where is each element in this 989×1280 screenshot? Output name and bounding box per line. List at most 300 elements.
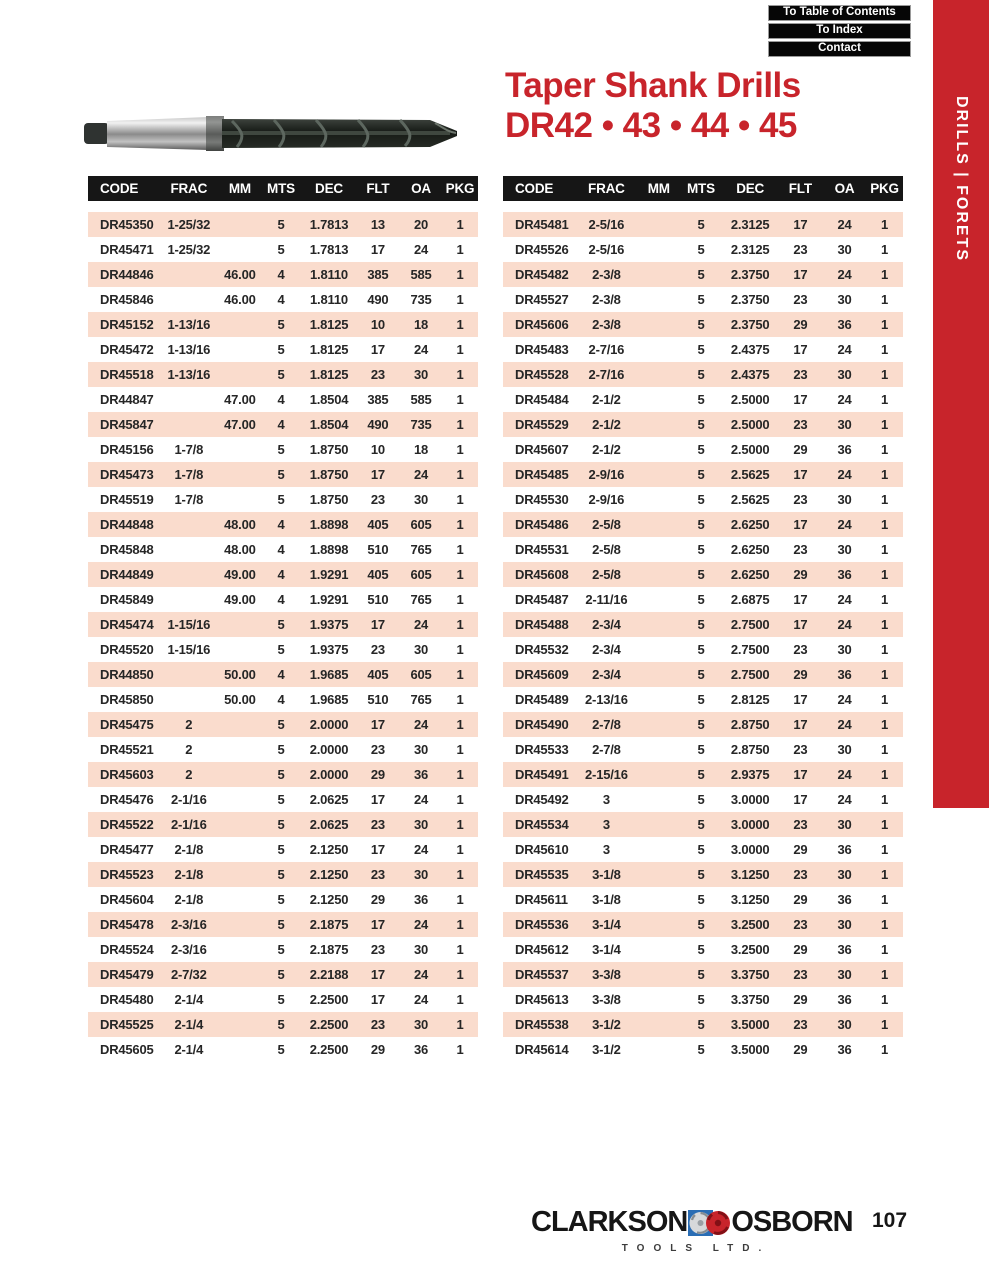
table-cell: 5 (277, 217, 285, 232)
table-cell: 30 (837, 242, 852, 257)
table-cell: 17 (370, 242, 385, 257)
table-cell: 1 (456, 692, 464, 707)
page-title-line2: DR42 • 43 • 44 • 45 (505, 106, 797, 145)
table-cell: 17 (370, 467, 385, 482)
table-cell: 1 (456, 1042, 464, 1057)
table-cell: 1 (881, 817, 889, 832)
table-row (503, 987, 903, 1012)
table-cell: 2 (185, 742, 193, 757)
brand-word-clarkson: CLARKSON (531, 1206, 688, 1238)
table-cell: 3.0000 (730, 842, 770, 857)
table-row (503, 237, 903, 262)
table-cell: 5 (277, 317, 285, 332)
to-table-of-contents-button[interactable]: To Table of Contents (768, 5, 911, 21)
table-cell: 1 (456, 342, 464, 357)
table-cell: 3.0000 (730, 792, 770, 807)
table-cell: 2.3125 (730, 242, 770, 257)
table-cell: 17 (370, 967, 385, 982)
table-cell: 24 (413, 242, 429, 257)
table-cell: 4 (277, 567, 285, 582)
table-cell: 23 (370, 817, 385, 832)
table-cell: 29 (793, 442, 808, 457)
table-cell: 1 (456, 517, 464, 532)
table-cell: 1 (881, 492, 889, 507)
table-cell: 2.2500 (309, 1042, 349, 1057)
table-cell: 5 (697, 842, 705, 857)
table-cell: 1-25/32 (167, 242, 211, 257)
table-cell: 2.4375 (730, 342, 770, 357)
table-cell: 1 (456, 642, 464, 657)
table-row (503, 462, 903, 487)
table-row (503, 687, 903, 712)
table-cell: 5 (277, 492, 285, 507)
table-cell: 5 (697, 917, 705, 932)
column-header-mm: MM (228, 181, 251, 196)
table-cell: 1 (881, 242, 889, 257)
table-row (88, 212, 478, 237)
table-row (503, 587, 903, 612)
table-cell: 585 (410, 392, 432, 407)
table-cell: 47.00 (224, 392, 256, 407)
table-cell: 385 (367, 392, 389, 407)
table-row (88, 737, 478, 762)
table-cell: 2-1/8 (174, 842, 204, 857)
table-cell: 1.8898 (309, 542, 349, 557)
table-cell: 24 (413, 917, 429, 932)
table-cell: 1 (881, 317, 889, 332)
table-row (503, 212, 903, 237)
table-row (88, 512, 478, 537)
table-cell: 3.3750 (730, 992, 770, 1007)
table-cell: 5 (697, 342, 705, 357)
table-cell: 5 (277, 942, 285, 957)
table-cell: 5 (697, 1017, 705, 1032)
table-row (88, 237, 478, 262)
table-cell: 1 (881, 417, 889, 432)
table-cell: 1 (881, 717, 889, 732)
table-cell: 17 (370, 617, 385, 632)
table-cell: 29 (793, 892, 808, 907)
table-row (503, 412, 903, 437)
table-cell: 1.7813 (309, 242, 349, 257)
table-row (88, 837, 478, 862)
table-cell: 5 (697, 992, 705, 1007)
table-cell: 4 (277, 542, 285, 557)
table-cell: DR45537 (515, 967, 569, 982)
table-cell: 1 (881, 617, 889, 632)
table-cell: 2-1/2 (592, 392, 621, 407)
table-cell: 4 (277, 292, 285, 307)
table-cell: DR45521 (100, 742, 154, 757)
table-cell: 1 (456, 367, 464, 382)
table-cell: DR45473 (100, 467, 154, 482)
table-cell: 23 (370, 742, 385, 757)
table-row (88, 637, 478, 662)
table-cell: DR45485 (515, 467, 569, 482)
table-row (88, 662, 478, 687)
table-cell: 1 (456, 267, 464, 282)
table-cell: 1 (881, 742, 889, 757)
table-cell: 2.5625 (730, 467, 770, 482)
table-cell: DR45481 (515, 217, 569, 232)
table-cell: 1 (881, 1042, 889, 1057)
table-row (503, 487, 903, 512)
table-cell: 24 (837, 342, 852, 357)
table-cell: 1.9685 (309, 692, 349, 707)
table-row (88, 1037, 478, 1062)
table-cell: 2.8750 (730, 742, 770, 757)
column-header-oa: OA (411, 181, 431, 196)
table-cell: 2.1250 (309, 842, 349, 857)
table-cell: 30 (837, 492, 852, 507)
table-cell: 24 (837, 767, 852, 782)
table-cell: 5 (697, 392, 705, 407)
table-cell: 5 (697, 1042, 705, 1057)
table-cell: 3-1/2 (592, 1042, 621, 1057)
table-cell: 2.0000 (309, 717, 349, 732)
table-cell: 18 (413, 442, 429, 457)
table-cell: 23 (793, 867, 808, 882)
table-cell: 3-3/8 (592, 967, 621, 982)
table-cell: 1 (456, 592, 464, 607)
table-cell: 2-5/8 (592, 567, 621, 582)
table-cell: 1-13/16 (167, 367, 211, 382)
table-cell: DR45603 (100, 767, 154, 782)
table-cell: 2-7/16 (588, 367, 625, 382)
table-cell: 2-5/8 (592, 517, 621, 532)
table-cell: 2.1250 (309, 867, 349, 882)
table-cell: 1 (456, 417, 464, 432)
table-cell: 29 (370, 892, 385, 907)
table-cell: 3 (602, 792, 610, 807)
table-row (88, 762, 478, 787)
table-cell: 23 (793, 742, 808, 757)
table-cell: 1.8750 (309, 492, 349, 507)
table-cell: 1-13/16 (167, 317, 211, 332)
table-cell: 1-7/8 (174, 467, 204, 482)
table-cell: 24 (837, 792, 852, 807)
table-cell: 765 (410, 692, 432, 707)
table-cell: 1.8125 (309, 317, 349, 332)
table-cell: 29 (793, 317, 808, 332)
table-cell: 1.9685 (309, 667, 349, 682)
table-cell: 24 (413, 992, 429, 1007)
table-cell: 2-1/2 (592, 442, 621, 457)
table-cell: 1 (456, 542, 464, 557)
table-cell: 1-15/16 (167, 617, 211, 632)
table-cell: 1.8110 (310, 267, 348, 282)
table-row (88, 712, 478, 737)
table-cell: DR45482 (515, 267, 569, 282)
column-header-frac: FRAC (170, 181, 208, 196)
table-cell: 49.00 (224, 567, 256, 582)
table-cell: 5 (697, 717, 705, 732)
table-cell: 17 (793, 467, 808, 482)
table-row (88, 562, 478, 587)
table-cell: DR45605 (100, 1042, 154, 1057)
table-cell: DR45850 (100, 692, 154, 707)
section-side-tab (933, 0, 989, 808)
quick-nav (768, 5, 911, 59)
table-cell: 3 (602, 842, 610, 857)
table-cell: 605 (410, 667, 432, 682)
table-cell: 30 (413, 492, 429, 507)
table-cell: 1.7813 (309, 217, 349, 232)
table-cell: 2-1/16 (170, 817, 207, 832)
table-cell: 1 (456, 392, 464, 407)
table-cell: 1.8125 (309, 342, 349, 357)
table-row (88, 262, 478, 287)
table-row (503, 937, 903, 962)
table-cell: 24 (837, 692, 852, 707)
table-cell: 2-7/16 (588, 342, 625, 357)
table-cell: 2-1/2 (592, 417, 621, 432)
table-cell: DR45477 (100, 842, 154, 857)
table-row (503, 1012, 903, 1037)
table-row (88, 912, 478, 937)
table-cell: 1.8750 (309, 467, 349, 482)
table-cell: 5 (697, 967, 705, 982)
table-cell: 17 (370, 792, 385, 807)
column-header-mts: MTS (687, 181, 715, 196)
table-cell: 1 (456, 792, 464, 807)
table-cell: DR45484 (515, 392, 569, 407)
table-cell: 1 (456, 242, 464, 257)
table-cell: DR45848 (100, 542, 154, 557)
table-cell: 17 (793, 392, 808, 407)
table-row (88, 362, 478, 387)
table-cell: 1 (881, 567, 889, 582)
table-cell: 49.00 (224, 592, 256, 607)
table-cell: 2-9/16 (588, 492, 625, 507)
table-row (88, 612, 478, 637)
table-cell: 1 (456, 817, 464, 832)
table-cell: 29 (793, 992, 808, 1007)
table-cell: 5 (277, 842, 285, 857)
table-cell: 1 (881, 1017, 889, 1032)
to-index-button[interactable]: To Index (768, 23, 911, 39)
table-row (88, 862, 478, 887)
table-cell: DR45476 (100, 792, 154, 807)
table-cell: 29 (370, 767, 385, 782)
table-cell: 5 (697, 217, 705, 232)
table-cell: DR45492 (515, 792, 569, 807)
table-cell: 2-3/8 (592, 317, 621, 332)
table-cell: 23 (793, 367, 808, 382)
table-cell: 17 (793, 342, 808, 357)
table-cell: 5 (697, 442, 705, 457)
table-cell: 5 (697, 517, 705, 532)
table-cell: 5 (697, 467, 705, 482)
column-header-code: CODE (515, 181, 554, 196)
table-cell: 510 (367, 692, 389, 707)
table-cell: 24 (413, 617, 429, 632)
table-cell: 5 (277, 642, 285, 657)
table-cell: 2.7500 (730, 667, 770, 682)
table-row (88, 387, 478, 412)
table-cell: 765 (410, 542, 432, 557)
table-cell: 405 (367, 517, 389, 532)
table-cell: 29 (370, 1042, 385, 1057)
table-cell: 1-7/8 (174, 492, 204, 507)
table-cell: 1 (456, 717, 464, 732)
table-cell: 50.00 (224, 667, 256, 682)
table-cell: 2-3/4 (592, 617, 621, 632)
table-cell: DR45533 (515, 742, 569, 757)
table-cell: 3.2500 (730, 917, 770, 932)
table-cell: 605 (410, 517, 432, 532)
table-cell: 30 (413, 742, 429, 757)
table-cell: DR45610 (515, 842, 569, 857)
table-row (88, 962, 478, 987)
table-cell: DR45491 (515, 767, 569, 782)
table-cell: 30 (837, 1017, 852, 1032)
table-cell: 23 (793, 917, 808, 932)
table-cell: 1-13/16 (167, 342, 211, 357)
table-cell: 4 (277, 392, 285, 407)
table-cell: 1 (456, 617, 464, 632)
table-cell: 5 (697, 567, 705, 582)
table-cell: DR45613 (515, 992, 569, 1007)
page-title (505, 66, 801, 146)
table-cell: 2-1/4 (174, 1042, 204, 1057)
table-header (503, 176, 903, 201)
table-cell: 36 (413, 892, 429, 907)
table-cell: 5 (697, 817, 705, 832)
table-cell: 2.2188 (309, 967, 349, 982)
table-cell: 2-3/4 (592, 667, 621, 682)
table-cell: 23 (370, 367, 385, 382)
table-cell: 1 (881, 392, 889, 407)
table-row (503, 837, 903, 862)
table-cell: 2.9375 (730, 767, 770, 782)
table-row (88, 937, 478, 962)
table-cell: 1 (456, 1017, 464, 1032)
table-cell: 5 (697, 617, 705, 632)
table-cell: 5 (277, 892, 285, 907)
table-row (88, 312, 478, 337)
table-cell: DR45152 (100, 317, 154, 332)
table-cell: 24 (837, 217, 852, 232)
table-cell: 2-7/8 (592, 742, 621, 757)
table-row (88, 687, 478, 712)
table-cell: DR45526 (515, 242, 569, 257)
table-cell: 1 (881, 692, 889, 707)
table-cell: DR45538 (515, 1017, 569, 1032)
table-cell: 2.7500 (730, 642, 770, 657)
table-cell: 47.00 (224, 417, 256, 432)
table-cell: 23 (793, 1017, 808, 1032)
table-cell: 3-3/8 (592, 992, 621, 1007)
table-cell: 5 (697, 592, 705, 607)
contact-button[interactable]: Contact (768, 41, 911, 57)
table-cell: 30 (413, 867, 429, 882)
table-cell: 5 (697, 867, 705, 882)
table-cell: 5 (697, 742, 705, 757)
table-cell: 23 (370, 642, 385, 657)
table-cell: 3-1/8 (592, 892, 621, 907)
table-cell: 30 (837, 867, 852, 882)
table-cell: 2-3/8 (592, 267, 621, 282)
table-cell: 4 (277, 517, 285, 532)
table-cell: 30 (837, 917, 852, 932)
table-row (503, 962, 903, 987)
table-cell: 17 (793, 267, 808, 282)
table-cell: 1.9291 (309, 592, 349, 607)
table-cell: DR45525 (100, 1017, 154, 1032)
table-cell: 1 (881, 367, 889, 382)
table-cell: 3 (602, 817, 610, 832)
table-cell: 17 (793, 592, 808, 607)
table-cell: 3.3750 (730, 967, 770, 982)
table-cell: 1 (456, 967, 464, 982)
table-cell: 30 (837, 742, 852, 757)
table-cell: 2-3/16 (170, 917, 207, 932)
table-cell: 29 (793, 667, 808, 682)
table-cell: 23 (370, 867, 385, 882)
table-cell: 10 (370, 442, 385, 457)
table-cell: 18 (413, 317, 429, 332)
taper-shank-drill-photo (80, 106, 465, 160)
table-cell: 29 (793, 567, 808, 582)
table-cell: 17 (793, 517, 808, 532)
brand-subtitle: TOOLS LTD. (621, 1243, 771, 1254)
table-cell: 30 (837, 367, 852, 382)
table-cell: 405 (367, 667, 389, 682)
table-cell: 30 (413, 1017, 429, 1032)
table-cell: 5 (277, 867, 285, 882)
table-cell: 5 (697, 417, 705, 432)
table-body (88, 212, 478, 1062)
table-cell: 2-7/8 (592, 717, 621, 732)
table-cell: 2-5/16 (588, 217, 625, 232)
table-cell: 1.8504 (309, 417, 349, 432)
table-cell: 2-1/4 (174, 992, 204, 1007)
table-cell: 36 (837, 667, 852, 682)
table-cell: 5 (697, 492, 705, 507)
table-cell: 17 (793, 717, 808, 732)
table-cell: 17 (793, 792, 808, 807)
table-row (88, 887, 478, 912)
table-cell: 5 (277, 717, 285, 732)
table-cell: 2.3750 (730, 267, 770, 282)
table-row (88, 337, 478, 362)
table-cell: 36 (837, 892, 852, 907)
column-header-frac: FRAC (588, 181, 625, 196)
table-row (88, 287, 478, 312)
table-cell: 17 (370, 917, 385, 932)
table-cell: 1-25/32 (167, 217, 211, 232)
table-cell: 2.2500 (309, 992, 349, 1007)
table-cell: 2-1/16 (170, 792, 207, 807)
table-cell: 1 (881, 592, 889, 607)
table-cell: 17 (370, 717, 385, 732)
table-cell: 1 (456, 767, 464, 782)
table-cell: 5 (697, 317, 705, 332)
table-cell: 1 (456, 842, 464, 857)
table-cell: 3-1/8 (592, 867, 621, 882)
table-cell: DR44848 (100, 517, 154, 532)
column-header-mts: MTS (267, 181, 295, 196)
table-cell: 30 (413, 367, 429, 382)
table-cell: 765 (410, 592, 432, 607)
table-cell: 1 (881, 767, 889, 782)
table-cell: DR45522 (100, 817, 154, 832)
table-cell: 17 (793, 767, 808, 782)
table-cell: 1 (881, 867, 889, 882)
table-cell: 4 (277, 592, 285, 607)
table-cell: 5 (697, 792, 705, 807)
